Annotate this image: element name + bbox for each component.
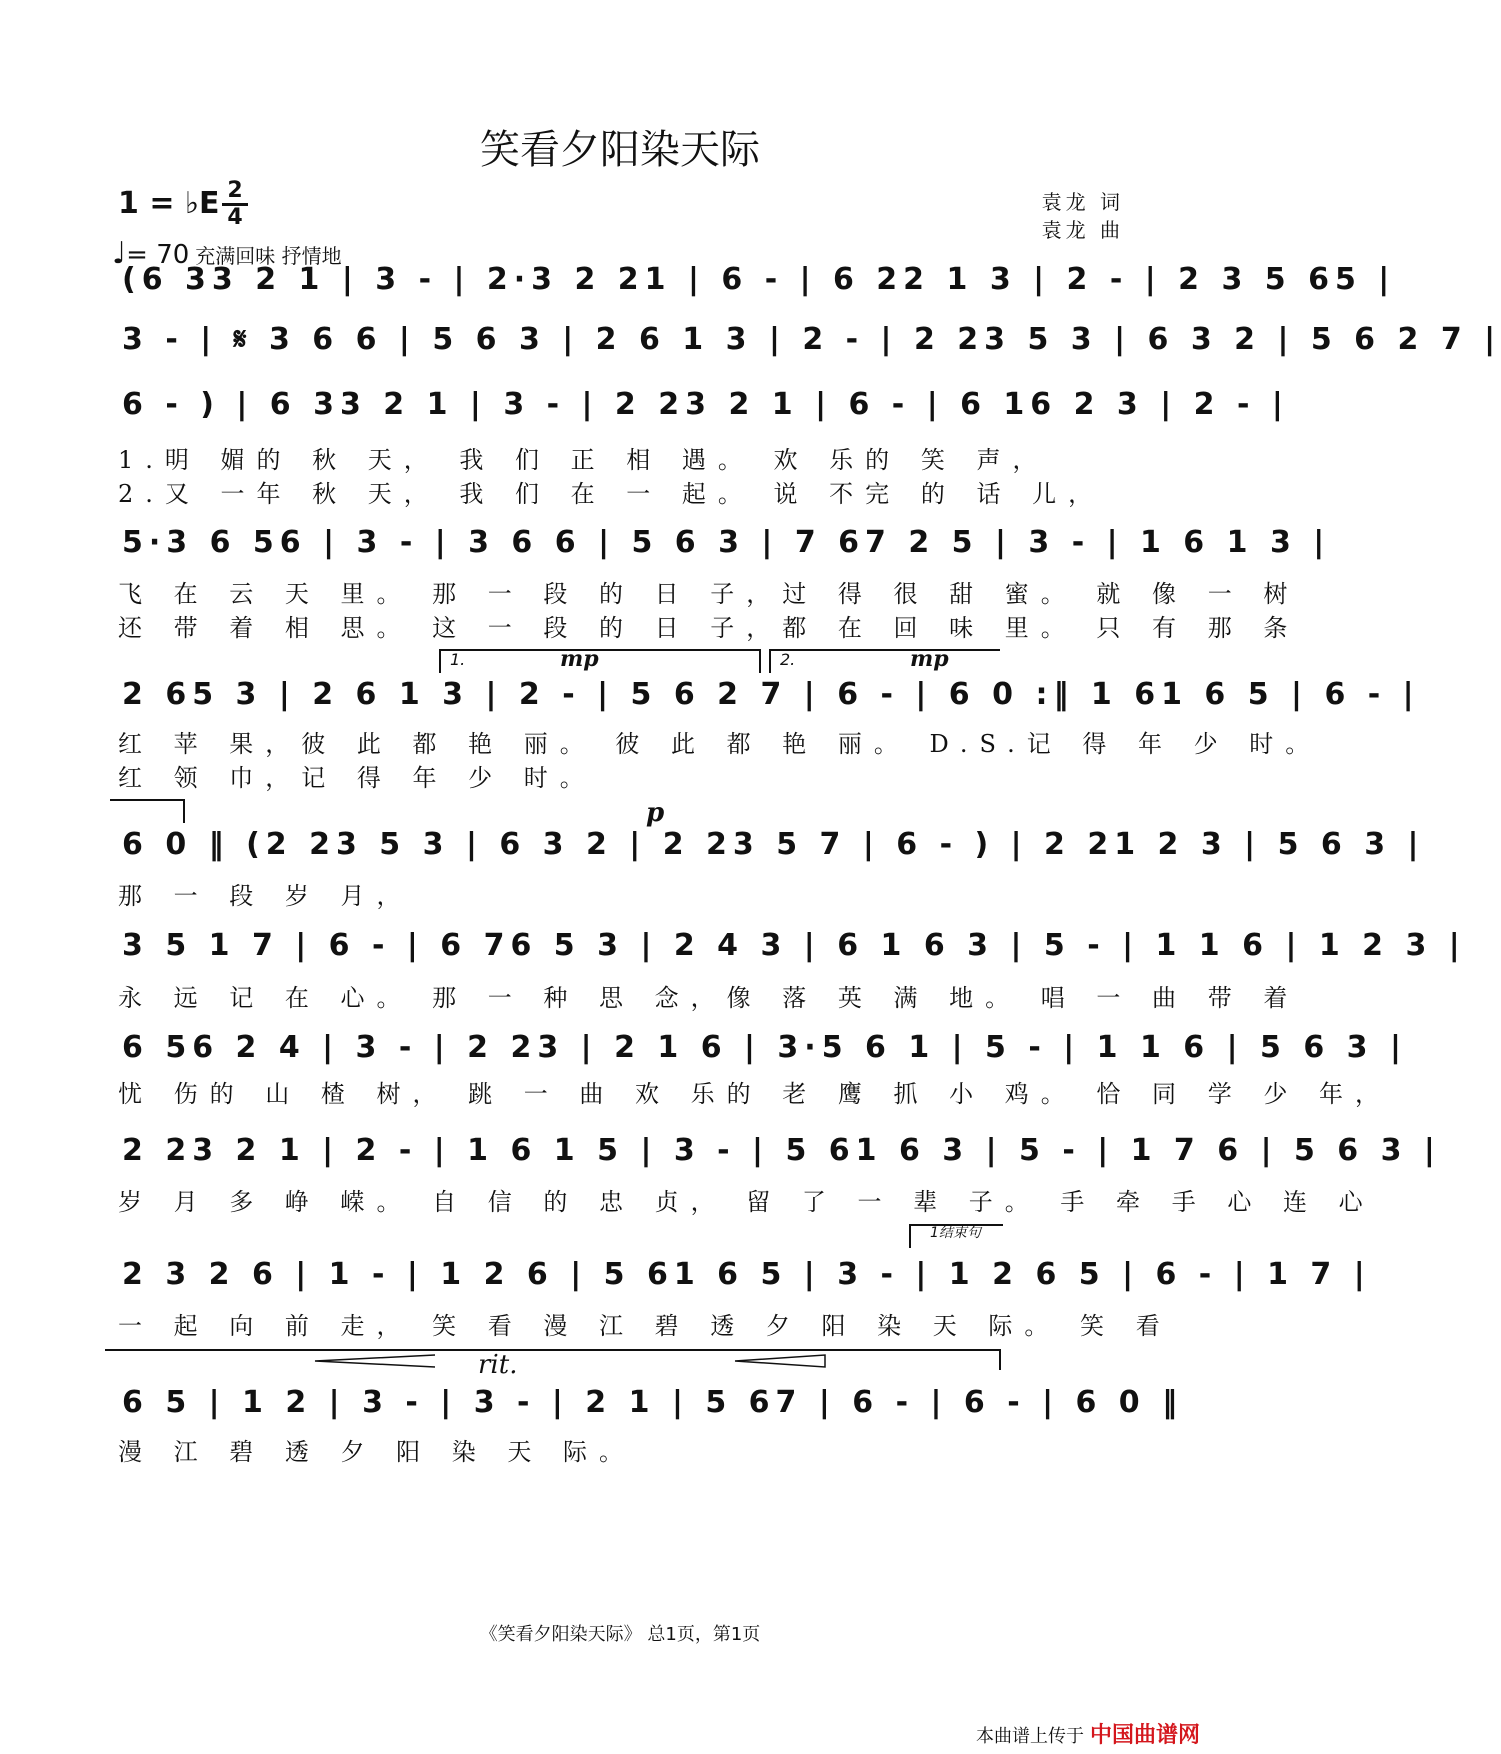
lyric-line: 红 苹 果，彼 此 都 艳 丽。 彼 此 都 艳 丽。 D.S.记 得 年 少 时。 [118, 730, 1322, 758]
lyric-line: 那 一 段 岁 月， [118, 882, 413, 910]
time-denominator: 4 [227, 205, 243, 230]
notes: (6 33 2 1 | 3 - | 2·3 2 21 | 6 - | 6 22 1 3 | 2 - | 2 3 5 65 | [122, 262, 1396, 297]
volta-2-label: 2. [780, 650, 796, 669]
expression-text: 充满回味 抒情地 [195, 244, 342, 268]
notes: 6 56 2 4 | 3 - | 2 23 | 2 1 6 | 3·5 6 1 | 5 - | 1 1 6 | 5 6 3 | [122, 1030, 1407, 1065]
lyric-line: 2.又 一年 秋 天， 我 们 在 一 起。 说 不完 的 话 儿， [118, 480, 1105, 508]
score-line-2 [118, 322, 1501, 372]
ritardando-mark: rit. [478, 1350, 518, 1380]
composer-credit: 袁龙 曲 [1041, 218, 1124, 242]
lyric-line: 1.明 媚的 秋 天， 我 们 正 相 遇。 欢 乐的 笑 声， [118, 446, 1049, 474]
tempo-value: = 70 [126, 240, 190, 270]
notes: 3 5 1 7 | 6 - | 6 76 5 3 | 2 4 3 | 6 1 6 3 | 5 - | 1 1 6 | 1 2 3 | [122, 928, 1466, 963]
notes: 5·3 6 56 | 3 - | 3 6 6 | 5 6 3 | 7 67 2 5 | 3 - | 1 6 1 3 | [122, 525, 1331, 560]
lyric-line: 飞 在 云 天 里。 那 一 段 的 日 子，过 得 很 甜 蜜。 就 像 一 树 [118, 580, 1300, 608]
time-numerator: 2 [227, 178, 243, 203]
notes: 3 - | 𝄋 3 6 6 | 5 6 3 | 2 6 1 3 | 2 - | 2 23 5 3 | 6 3 2 | 5 6 2 7 | [122, 322, 1501, 357]
volta-1-label: 1. [450, 650, 466, 669]
score-line-10 [118, 1257, 1371, 1307]
final-bracket-and-hairpins [105, 1345, 1005, 1375]
lyric-line: 岁 月 多 峥 嵘。 自 信 的 忠 贞， 留 了 一 辈 子。 手 牵 手 心 连 心 [118, 1188, 1375, 1216]
quarter-note-icon: ♩ [112, 236, 127, 271]
notes: 6 - ) | 6 33 2 1 | 3 - | 2 23 2 1 | 6 - | 6 16 2 3 | 2 - | [122, 387, 1289, 422]
lyric-line: 一 起 向 前 走， 笑 看 漫 江 碧 透 夕 阳 染 天 际。 笑 看 [118, 1312, 1172, 1340]
score-line-3 [118, 387, 1289, 437]
notes: 6 0 ‖ (2 23 5 3 | 6 3 2 | 2 23 5 7 | 6 - ) | 2 21 2 3 | 5 6 3 | [122, 827, 1425, 862]
notes: 2 3 2 6 | 1 - | 1 2 6 | 5 61 6 5 | 3 - | 1 2 6 5 | 6 - | 1 7 | [122, 1257, 1371, 1292]
score-line-8 [118, 1030, 1407, 1080]
lyric-line: 忧 伤的 山 楂 树， 跳 一 曲 欢 乐的 老 鹰 抓 小 鸡。 恰 同 学 少 年， [118, 1080, 1391, 1108]
ending-label: 1结束句 [930, 1225, 981, 1241]
volta-continuation [110, 795, 190, 825]
time-signature [220, 180, 250, 229]
page-title: 笑看夕阳染天际 [480, 127, 760, 173]
dynamic-mp: mp [560, 646, 599, 672]
upload-text: 本曲谱上传于 [975, 1726, 1084, 1747]
notes: 2 23 2 1 | 2 - | 1 6 1 5 | 3 - | 5 61 6 3 | 5 - | 1 7 6 | 5 6 3 | [122, 1133, 1441, 1168]
site-logo-text: 中国曲谱网 [1089, 1723, 1200, 1748]
key-text: 1 = ♭E [118, 186, 220, 221]
score-line-1 [118, 262, 1396, 312]
lyric-line: 漫 江 碧 透 夕 阳 染 天 际。 [118, 1438, 636, 1466]
score-line-7 [118, 928, 1466, 978]
score-line-4 [118, 525, 1331, 575]
key-signature [118, 186, 220, 221]
score-line-9 [118, 1133, 1441, 1183]
score-line-6 [118, 827, 1425, 877]
lyricist-credit: 袁龙 词 [1041, 190, 1124, 214]
notes: 6 5 | 1 2 | 3 - | 3 - | 2 1 | 5 67 | 6 - | 6 - | 6 0 ‖ [122, 1385, 1184, 1420]
notes: 2 65 3 | 2 6 1 3 | 2 - | 5 6 2 7 | 6 - | 6 0 :‖ 1 61 6 5 | 6 - | [122, 677, 1420, 712]
score-line-5 [118, 677, 1420, 727]
lyric-line: 红 领 巾，记 得 年 少 时。 [118, 764, 596, 792]
page-footer: 《笑看夕阳染天际》 总1页，第1页 [479, 1624, 761, 1645]
score-line-11 [118, 1385, 1184, 1435]
dynamic-p: p [646, 798, 665, 828]
upload-credit [976, 1718, 1200, 1749]
dynamic-mp: mp [910, 646, 949, 672]
lyric-line: 永 远 记 在 心。 那 一 种 思 念，像 落 英 满 地。 唱 一 曲 带 着 [118, 984, 1300, 1012]
lyric-line: 还 带 着 相 思。 这 一 段 的 日 子，都 在 回 味 里。 只 有 那 条 [118, 614, 1300, 642]
